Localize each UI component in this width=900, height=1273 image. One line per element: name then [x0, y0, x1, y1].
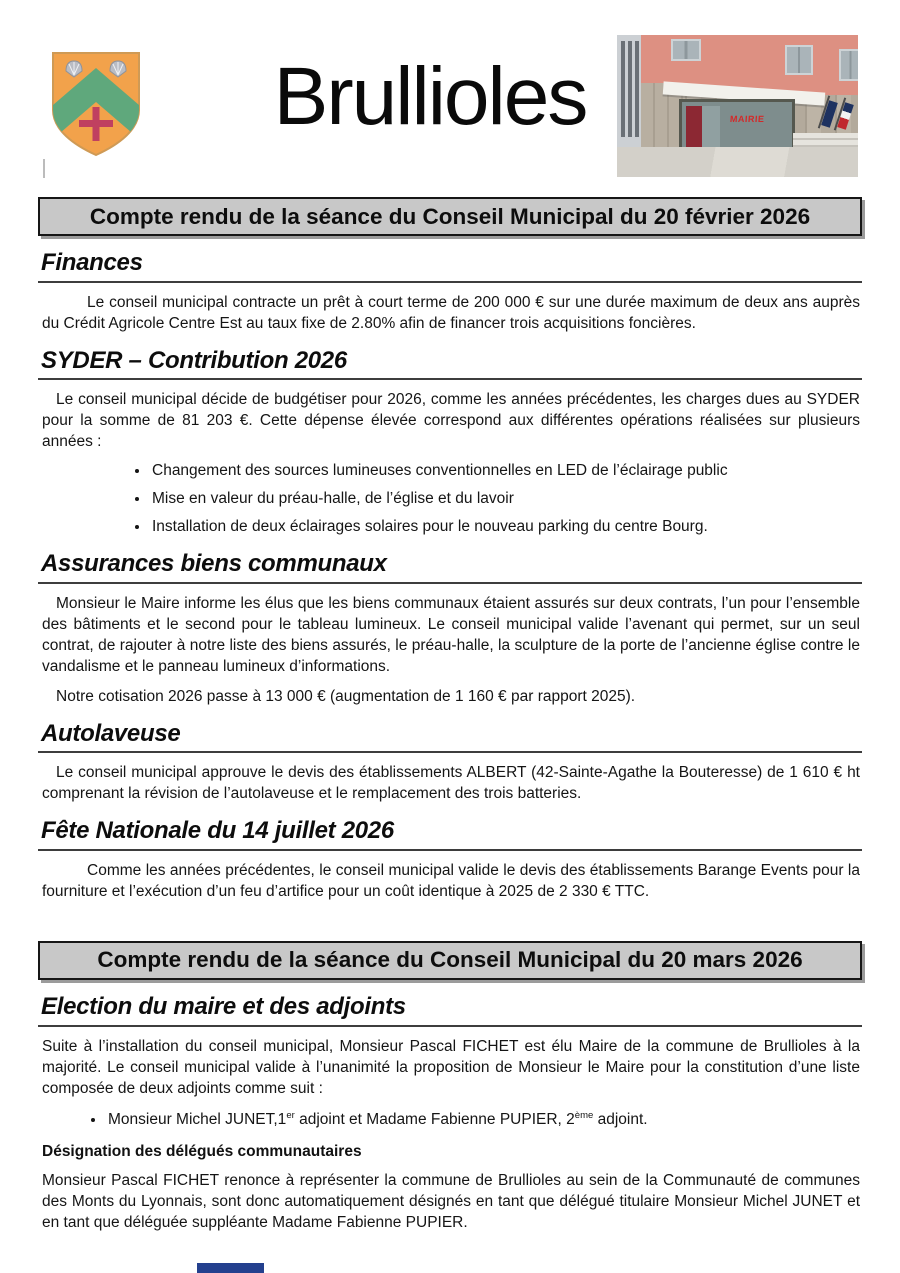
syder-bullet-list [150, 460, 862, 537]
paragraph-designation: Monsieur Pascal FICHET renonce à représenter la commune de Brullioles au sein de la Communauté de communes des Monts du Lyonnais, sont donc automatiquement désignés en tant que délégué titulaire Monsieur Michel JUNET et en tant que déléguée suppléante Madame Fabienne PUPIER. [42, 1171, 860, 1231]
paragraph-syder: Le conseil municipal décide de budgétiser pour 2026, comme les années précédentes, les charges dues au SYDER pour la somme de 81 203 €. Cette dépense élevée correspond aux différentes opérations réalisées sur plusieurs années : [42, 391, 860, 451]
town-crest-icon [50, 50, 142, 158]
photo-window [671, 39, 701, 61]
list-item [106, 1109, 862, 1130]
subheading-designation-delegues: Désignation des délégués communautaires [42, 1142, 362, 1160]
mairie-photo [617, 35, 858, 177]
paragraph-election: Suite à l’installation du conseil municipal, Monsieur Pascal FICHET est élu Maire de la commune de Brullioles à la majorité. Le conseil municipal valide à l’unanimité la proposition de Monsieur le Maire pour la constitution d’une liste composée de deux adjoints comme suit : [42, 1037, 860, 1097]
section-heading-fete-nationale: Fête Nationale du 14 juillet 2026 [38, 817, 862, 851]
photo-pavement [617, 147, 858, 177]
document-body [38, 197, 862, 1233]
photo-window [785, 45, 813, 75]
photo-window [839, 49, 858, 81]
section-heading-election: Election du maire et des adjoints [38, 993, 862, 1027]
bullet-text: Monsieur Michel JUNET,1 [108, 1110, 287, 1128]
bullet-text: adjoint et Madame Fabienne PUPIER, 2 [294, 1110, 575, 1128]
photo-red-door [686, 106, 702, 152]
meeting-banner-february: Compte rendu de la séance du Conseil Municipal du 20 février 2026 [38, 197, 862, 236]
meeting-banner-march: Compte rendu de la séance du Conseil Municipal du 20 mars 2026 [38, 941, 862, 980]
page-header [0, 0, 900, 197]
photo-adjacent-building [617, 35, 641, 147]
page-title: Brullioles [273, 51, 587, 142]
bullet-text: adjoint. [593, 1110, 648, 1128]
paragraph-autolaveuse: Le conseil municipal approuve le devis des établissements ALBERT (42-Sainte-Agathe la Bouteresse) de 1 610 € ht comprenant la révision de l’autolaveuse et le remplacement des trois batteries. [42, 764, 860, 803]
ordinal-superscript: er [286, 1109, 295, 1121]
paragraph-assurances: Monsieur le Maire informe les élus que les biens communaux étaient assurés sur deux contrats, l’un pour l’ensemble des bâtiments et le second pour le tableau lumineux. Le conseil municipal valide l’avenant qui permet, sur un seul contrat, de rajouter à notre liste des biens assurés, le préau-halle, la sculpture de la porte de l’ancienne église contre le vandalisme et le panneau lumineux d’informations. [42, 594, 860, 675]
paragraph-fete-nationale: Comme les années précédentes, le conseil municipal valide le devis des établissements Barange Events pour la fourniture et l’exécution d’un feu d’artifice pour un coût identique à 2025 de 2 330 € TTC. [42, 861, 860, 900]
ordinal-superscript: ème [574, 1109, 594, 1121]
mairie-sign: MAIRIE [729, 114, 765, 124]
list-item: • Changement des sources lumineuses conventionnelles en LED de l’éclairage public [150, 460, 862, 481]
section-heading-syder: SYDER – Contribution 2026 [38, 347, 862, 381]
section-heading-assurances: Assurances biens communaux [38, 550, 862, 584]
list-item: • Mise en valeur du préau-halle, de l’église et du lavoir [150, 488, 862, 509]
scan-artifact-line [43, 159, 45, 178]
section-heading-finances: Finances [38, 249, 862, 283]
paragraph-finances: Le conseil municipal contracte un prêt à court terme de 200 000 € sur une durée maximum de deux ans auprès du Crédit Agricole Centre Est au taux fixe de 2.80% afin de financer trois acquisitions foncières. [42, 293, 860, 332]
paragraph-cotisation: Notre cotisation 2026 passe à 13 000 € (augmentation de 1 160 € par rapport 2025). [56, 687, 636, 705]
list-item: • Installation de deux éclairages solaires pour le nouveau parking du centre Bourg. [150, 516, 862, 537]
section-heading-autolaveuse: Autolaveuse [38, 720, 862, 754]
adjoints-bullet-list [106, 1109, 862, 1130]
partial-blue-banner-artifact [197, 1263, 264, 1273]
